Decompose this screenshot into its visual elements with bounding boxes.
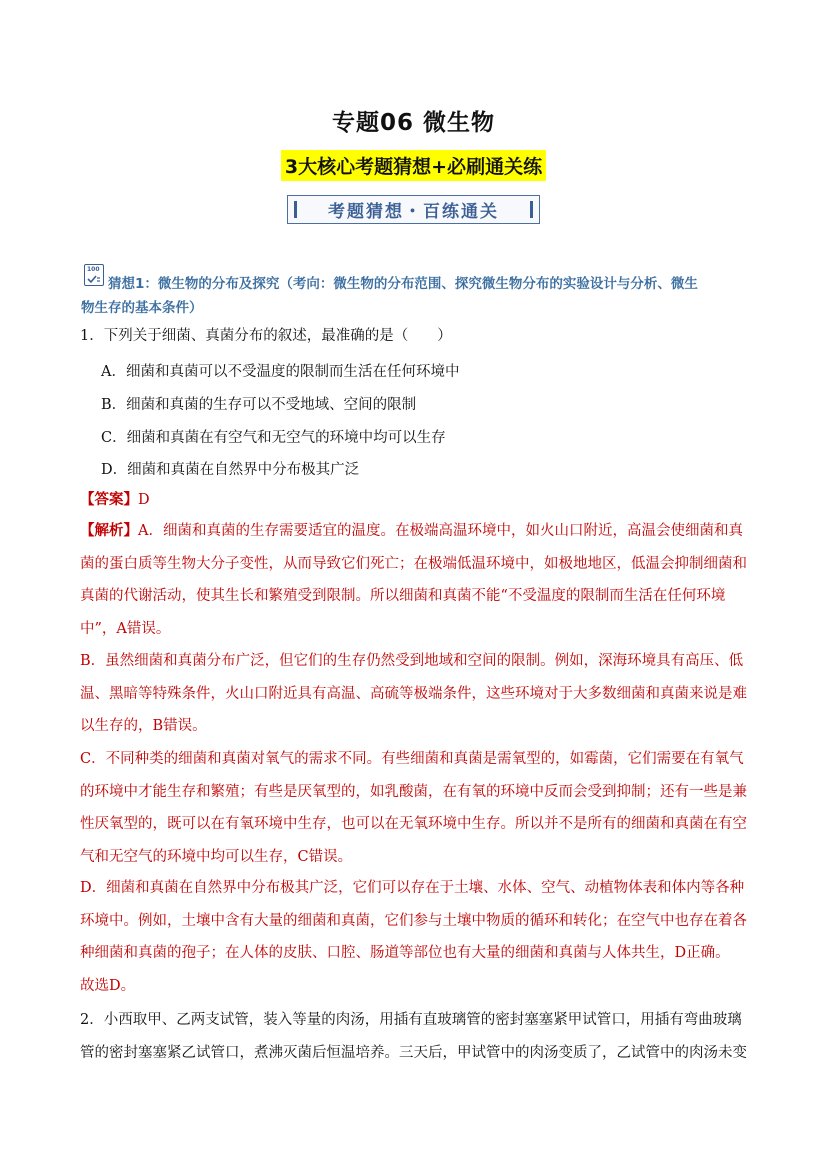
guess-heading <box>81 272 758 320</box>
banner-right-bar <box>530 201 533 218</box>
banner-text: 考题猜想・百练通关 <box>328 202 499 222</box>
analysis-paragraph-d: D．细菌和真菌在自然界中分布极其广泛，它们可以存在于土壤、水体、空气、动植物体表和体内等各种环境中。例如，土壤中含有大量的细菌和真菌，它们参与土壤中物质的循环和转化；在空气中也存在着各种细菌和真菌的孢子；在人体的皮肤、口腔、肠道等部位也有大量的细菌和真菌与人体共生，D正确。 <box>80 880 747 961</box>
question-1-option-a: A．细菌和真菌可以不受温度的限制而生活在任何环境中 <box>101 364 460 380</box>
answer-value: D <box>138 492 150 508</box>
page-subtitle: 3大核心考题猜想+必刷通关练 <box>281 150 546 181</box>
question-1-option-d: D．细菌和真菌在自然界中分布极其广泛 <box>101 462 360 478</box>
analysis-text-a: A．细菌和真菌的生存需要适宜的温度。在极端高温环境中，如火山口附近，高温会使细菌和真菌的蛋白质等生物大分子变性，从而导致它们死亡；在极端低温环境中，如极地地区，低温会抑制细菌和真菌的代谢活动，使其生长和繁殖受到限制。所以细菌和真菌不能“不受温度的限制而生活在任何环境中”，A错误。 <box>80 523 747 637</box>
question-2-stem: 2．小西取甲、乙两支试管，装入等量的肉汤，用插有直玻璃管的密封塞塞紧甲试管口，用插有弯曲玻璃管的密封塞塞紧乙试管口，煮沸灭菌后恒温培养。三天后，甲试管中的肉汤变质了，乙试管中的肉汤未变 <box>80 1012 747 1061</box>
guess-heading-line-2: 物生存的基本条件） <box>81 300 203 316</box>
analysis-paragraph-b: B．虽然细菌和真菌分布广泛，但它们的生存仍然受到地域和空间的限制。例如，深海环境具有高压、低温、黑暗等特殊条件，火山口附近具有高温、高硫等极端条件，这些环境对于大多数细菌和真菌来说是难以生存的，B错误。 <box>80 653 747 734</box>
question-1-option-c: C．细菌和真菌在有空气和无空气的环境中均可以生存 <box>101 430 446 446</box>
section-banner <box>287 195 540 224</box>
subtitle-container <box>0 150 827 181</box>
analysis-label: 【解析】 <box>80 522 138 539</box>
checklist-icon-number: 100 <box>87 266 100 273</box>
question-1-option-b: B．细菌和真菌的生存可以不受地域、空间的限制 <box>101 397 417 413</box>
answer-label: 【答案】 <box>80 491 138 508</box>
page-title: 专题06 微生物 <box>331 110 495 136</box>
checkmark-icon <box>87 274 101 284</box>
checklist-icon <box>84 264 104 286</box>
guess-heading-line-1: 猜想1：微生物的分布及探究（考向：微生物的分布范围、探究微生物分布的实验设计与分析、微生 <box>108 276 698 292</box>
analysis-paragraph-c: C．不同种类的细菌和真菌对氧气的需求不同。有些细菌和真菌是需氧型的，如霉菌，它们需要在有氧气的环境中才能生存和繁殖；有些是厌氧型的，如乳酸菌，在有氧的环境中反而会受到抑制；还有一些是兼性厌氧型的，既可以在有氧环境中生存，也可以在无氧环境中生存。所以并不是所有的细菌和真菌在有空气和无空气的环境中均可以生存，C错误。 <box>80 751 747 865</box>
analysis-paragraph-a <box>80 515 752 645</box>
question-1-stem: 1．下列关于细菌、真菌分布的叙述，最准确的是（ ） <box>80 328 452 344</box>
question-1-answer <box>80 483 750 517</box>
banner-left-bar <box>294 201 297 218</box>
analysis-conclusion: 故选D。 <box>80 978 136 994</box>
